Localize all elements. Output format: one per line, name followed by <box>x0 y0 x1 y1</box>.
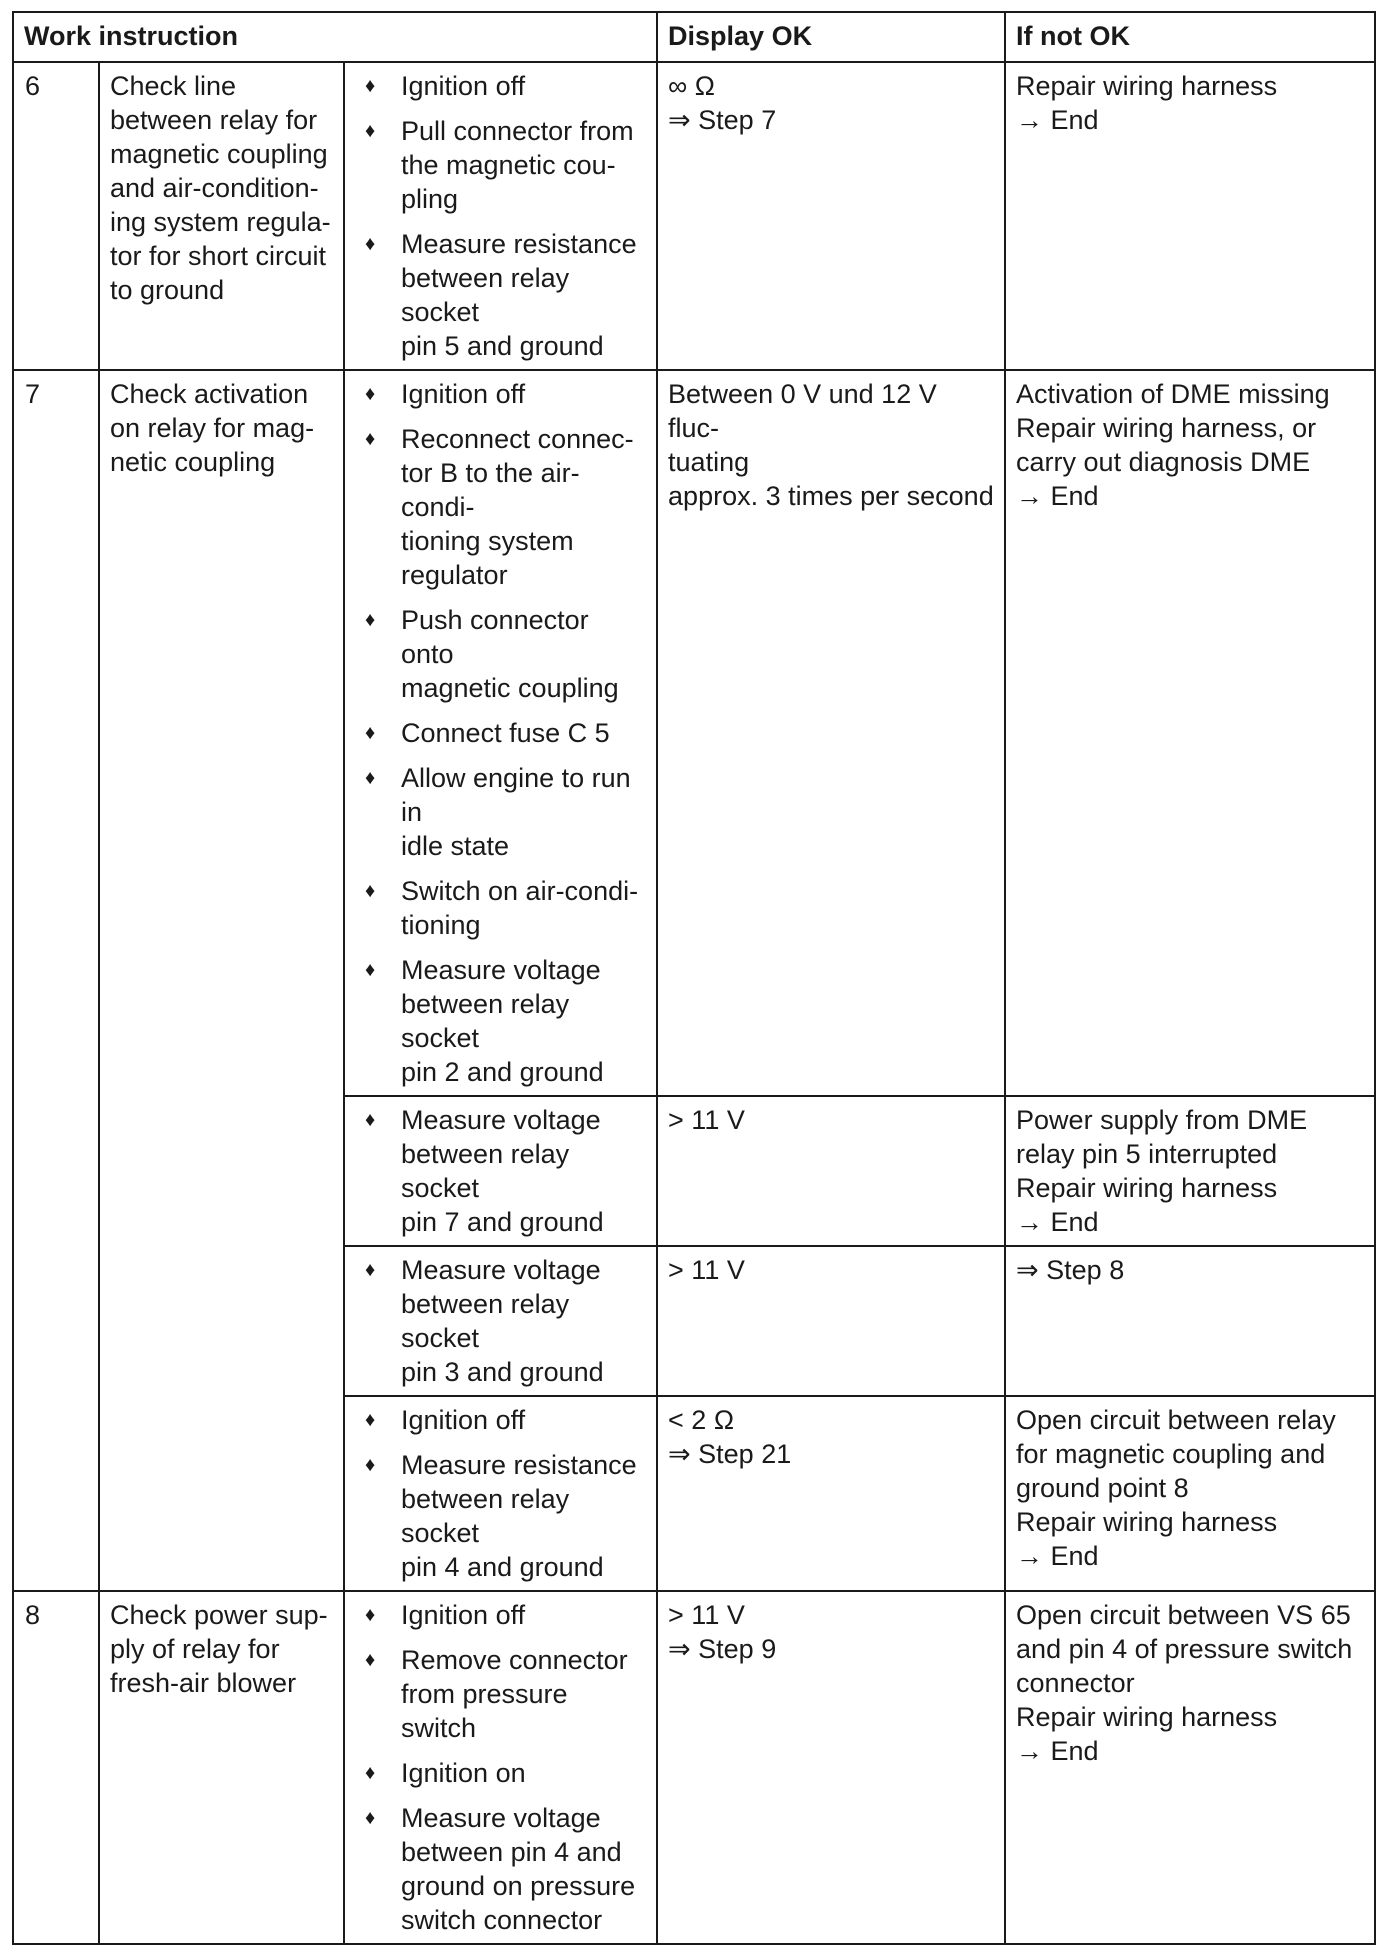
action-text: Measure resistance between relay socket pin 5 and ground <box>401 229 637 361</box>
diamond-bullet-icon: ♦ <box>365 880 376 902</box>
display-ok-cell: < 2 Ω ⇒ Step 21 <box>657 1396 1005 1591</box>
actions-cell <box>344 1591 657 1944</box>
action-item <box>355 1403 647 1437</box>
action-item <box>355 1643 647 1745</box>
work-instruction-table <box>12 11 1376 1945</box>
action-item <box>355 1598 647 1632</box>
action-text: Remove connector from pressure switch <box>401 1645 628 1743</box>
diamond-bullet-icon: ♦ <box>365 959 376 981</box>
action-text: Measure voltage between relay socket pin 3 and ground <box>401 1255 604 1387</box>
table-body <box>13 62 1375 1944</box>
diamond-bullet-icon: ♦ <box>365 1454 376 1476</box>
table-row <box>13 1591 1375 1944</box>
action-text: Measure voltage between relay socket pin 2 and ground <box>401 955 604 1087</box>
diamond-bullet-icon: ♦ <box>365 75 376 97</box>
action-text: Pull connector from the magnetic cou- pling <box>401 116 634 214</box>
action-item <box>355 377 647 411</box>
action-text: Allow engine to run in idle state <box>401 763 631 861</box>
action-item <box>355 1253 647 1389</box>
diamond-bullet-icon: ♦ <box>365 1409 376 1431</box>
table-row <box>13 370 1375 1096</box>
action-item <box>355 1801 647 1937</box>
display-ok-cell: Between 0 V und 12 V fluc- tuating approx. 3 times per second <box>657 370 1005 1096</box>
action-text: Ignition off <box>401 71 526 101</box>
diamond-bullet-icon: ♦ <box>365 767 376 789</box>
diamond-bullet-icon: ♦ <box>365 1109 376 1131</box>
actions-cell <box>344 1096 657 1246</box>
step-number: 6 <box>13 62 99 370</box>
action-text: Ignition off <box>401 379 526 409</box>
step-number: 7 <box>13 370 99 1591</box>
action-text: Push connector onto magnetic coupling <box>401 605 619 703</box>
check-description: Check activation on relay for mag- netic coupling <box>99 370 344 1591</box>
header-row <box>13 12 1375 62</box>
action-text: Measure voltage between pin 4 and ground on pressure switch connector <box>401 1803 636 1935</box>
actions-cell <box>344 62 657 370</box>
action-list <box>355 1403 647 1584</box>
diamond-bullet-icon: ♦ <box>365 1259 376 1281</box>
action-item <box>355 422 647 592</box>
diamond-bullet-icon: ♦ <box>365 1762 376 1784</box>
display-ok-cell: > 11 V <box>657 1246 1005 1396</box>
header-work-instruction: Work instruction <box>13 12 657 62</box>
action-item <box>355 716 647 750</box>
display-ok-cell: ∞ Ω ⇒ Step 7 <box>657 62 1005 370</box>
table-row <box>13 62 1375 370</box>
diamond-bullet-icon: ♦ <box>365 609 376 631</box>
action-list <box>355 377 647 1089</box>
if-not-ok-cell: Power supply from DME relay pin 5 interrupted Repair wiring harness → End <box>1005 1096 1375 1246</box>
action-text: Measure resistance between relay socket pin 4 and ground <box>401 1450 637 1582</box>
action-text: Connect fuse C 5 <box>401 718 610 748</box>
action-list <box>355 1598 647 1937</box>
action-item <box>355 227 647 363</box>
action-item <box>355 1448 647 1584</box>
step-number: 8 <box>13 1591 99 1944</box>
diamond-bullet-icon: ♦ <box>365 428 376 450</box>
diamond-bullet-icon: ♦ <box>365 1807 376 1829</box>
actions-cell <box>344 1246 657 1396</box>
action-item <box>355 114 647 216</box>
if-not-ok-cell: ⇒ Step 8 <box>1005 1246 1375 1396</box>
display-ok-cell: > 11 V ⇒ Step 9 <box>657 1591 1005 1944</box>
action-item <box>355 1756 647 1790</box>
check-description: Check line between relay for magnetic coupling and air-condition- ing system regula- tor for short circuit to ground <box>99 62 344 370</box>
action-text: Ignition off <box>401 1600 526 1630</box>
actions-cell <box>344 370 657 1096</box>
action-text: Ignition on <box>401 1758 526 1788</box>
action-item <box>355 603 647 705</box>
header-if-not-ok: If not OK <box>1005 12 1375 62</box>
action-item <box>355 69 647 103</box>
action-list <box>355 69 647 363</box>
if-not-ok-cell: Repair wiring harness → End <box>1005 62 1375 370</box>
diamond-bullet-icon: ♦ <box>365 233 376 255</box>
diamond-bullet-icon: ♦ <box>365 722 376 744</box>
action-list <box>355 1103 647 1239</box>
diamond-bullet-icon: ♦ <box>365 120 376 142</box>
action-item <box>355 761 647 863</box>
diamond-bullet-icon: ♦ <box>365 1604 376 1626</box>
action-item <box>355 1103 647 1239</box>
action-item <box>355 953 647 1089</box>
action-text: Reconnect connec- tor B to the air-condi- tioning system regulator <box>401 424 634 590</box>
action-text: Ignition off <box>401 1405 526 1435</box>
action-text: Measure voltage between relay socket pin 7 and ground <box>401 1105 604 1237</box>
if-not-ok-cell: Open circuit between VS 65 and pin 4 of pressure switch connector Repair wiring harness → End <box>1005 1591 1375 1944</box>
diamond-bullet-icon: ♦ <box>365 383 376 405</box>
display-ok-cell: > 11 V <box>657 1096 1005 1246</box>
action-list <box>355 1253 647 1389</box>
action-text: Switch on air-condi- tioning <box>401 876 639 940</box>
action-item <box>355 874 647 942</box>
actions-cell <box>344 1396 657 1591</box>
header-display-ok: Display OK <box>657 12 1005 62</box>
if-not-ok-cell: Open circuit between relay for magnetic coupling and ground point 8 Repair wiring harness → End <box>1005 1396 1375 1591</box>
if-not-ok-cell: Activation of DME missing Repair wiring harness, or carry out diagnosis DME → End <box>1005 370 1375 1096</box>
check-description: Check power sup- ply of relay for fresh-air blower <box>99 1591 344 1944</box>
diamond-bullet-icon: ♦ <box>365 1649 376 1671</box>
